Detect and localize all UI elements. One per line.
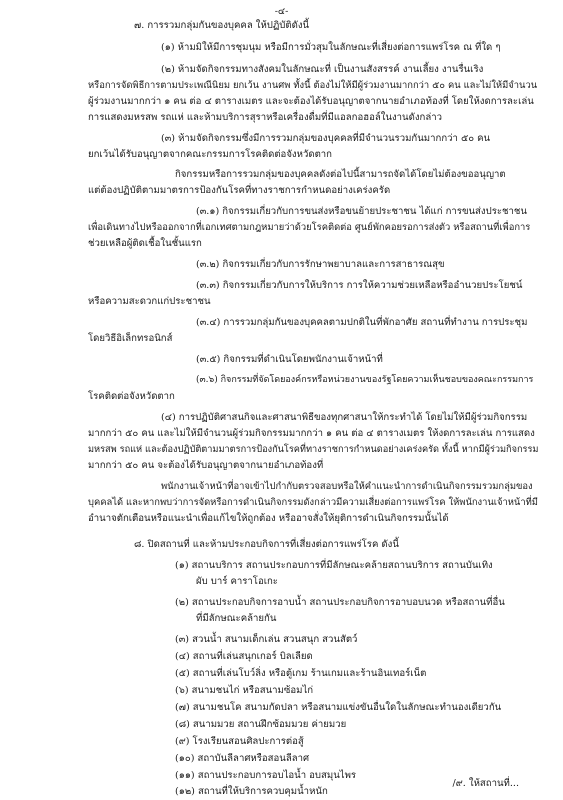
s7-item2-line1: (๒) ห้ามจัดกิจกรรมทางสังคมในลักษณะที่ เป็นงานสังสรรค์ งานเลี้ยง งานรื่นเริง [161, 64, 484, 75]
s7-sub31-line2: เพื่อเดินทางไปหรือออกจากที่เอกเทศตามกฎหมายว่าด้วยโรคติดต่อ ศูนย์พักคอยรอการส่งตัว หรือสถานที่เพื่อการ [88, 222, 531, 233]
s7-item4-line4: มากกว่า ๕๐ คน จะต้องได้รับอนุญาตจากนายอำเภอท้องที่ [88, 460, 324, 471]
s7-item4-line3: มหรสพ รถแห่ และต้องปฏิบัติตามมาตรการป้องกันโรคที่ทางราชการกำหนดอย่างเคร่งครัด ทั้งนี้ หากมีผู้ร่วมกิจกรรม [88, 444, 539, 455]
s7-closing-line3: อำนาจตักเตือนหรือแนะนำเพื่อแก้ไขให้ถูกต้อง หรืออาจสั่งให้ยุติการดำเนินกิจกรรมนั้นได้ [88, 513, 449, 524]
s8-item3: (๓) สวนน้ำ สนามเด็กเล่น สวนสนุก สวนสัตว์ [175, 634, 358, 645]
s8-item7: (๗) สนามชนโค สนามกัดปลา หรือสนามแข่งขันอื่นใดในลักษณะทำนองเดียวกัน [175, 702, 502, 713]
s7-item4-line1: (๔) การปฏิบัติศาสนกิจและศาสนาพิธีของทุกศาสนาให้กระทำได้ โดยไม่ให้มีผู้ร่วมกิจกรรม [161, 412, 528, 423]
section8-heading: ๘. ปิดสถานที่ และห้ามประกอบกิจการที่เสี่ยงต่อการแพร่โรค ดังนี้ [134, 539, 399, 550]
s7-sub36-line2: โรคติดต่อจังหวัดตาก [88, 391, 175, 402]
s7-item3-line3: กิจกรรมหรือการรวมกลุ่มของบุคคลดังต่อไปนี้สามารถจัดได้โดยไม่ต้องขออนุญาต [175, 169, 506, 180]
s7-item1: (๑) ห้ามมิให้มีการชุมนุม หรือมีการมั่วสุมในลักษณะที่เสี่ยงต่อการแพร่โรค ณ ที่ใด ๆ [161, 42, 501, 53]
s8-item6: (๖) สนามชนไก่ หรือสนามซ้อมไก่ [175, 685, 314, 696]
s7-item2-line4: การแสดงมหรสพ รถแห่ และห้ามบริการสุราหรือเครื่องดื่มที่มีแอลกอฮอล์ในงานดังกล่าว [88, 112, 442, 123]
s7-sub31-line3: ช่วยเหลือผู้ติดเชื้อในชั้นแรก [88, 238, 202, 249]
s7-item4-line2: มากกว่า ๕๐ คน และไม่ให้มีจำนวนผู้ร่วมกิจกรรมมากกว่า ๑ คน ต่อ ๔ ตารางเมตร ให้งดการละเล่น การแสดง [88, 428, 535, 439]
section7-heading: ๗. การรวมกลุ่มกันของบุคคล ให้ปฏิบัติดังนี้ [134, 20, 310, 31]
s7-sub31-line1: (๓.๑) กิจกรรมเกี่ยวกับการขนส่งหรือขนย้ายประชาชน ได้แก่ การขนส่งประชาชน [196, 206, 527, 217]
page-number: -๔- [274, 6, 289, 17]
s8-item12: (๑๒) สถานที่ให้บริการควบคุมน้ำหนัก [175, 786, 328, 797]
s8-item11: (๑๑) สถานประกอบการอบไอน้ำ อบสมุนไพร [175, 770, 357, 781]
s7-closing-line1: พนักงานเจ้าหน้าที่อาจเข้าไปกำกับตรวจสอบหรือให้คำแนะนำการดำเนินกิจกรรมรวมกลุ่มของ [161, 481, 533, 492]
s7-item3-line1: (๓) ห้ามจัดกิจกรรมซึ่งมีการรวมกลุ่มของบุคคลที่มีจำนวนรวมกันมากกว่า ๕๐ คน [161, 133, 491, 144]
s7-item2-line3: ผู้ร่วมงานมากกว่า ๑ คน ต่อ ๔ ตารางเมตร และจะต้องได้รับอนุญาตจากนายอำเภอท้องที่ โดยให้งดการละเล่น [88, 96, 534, 107]
s7-item3-line4: แต่ต้องปฏิบัติตามมาตรการป้องกันโรคที่ทางราชการกำหนดอย่างเคร่งครัด [88, 185, 391, 196]
s7-sub36-line1: (๓.๖) กิจกรรมที่จัดโดยองค์กรหรือหน่วยงานของรัฐโดยความเห็นชอบของคณะกรรมการ [196, 375, 534, 385]
s8-item10: (๑๐) สถาบันลีลาศหรือสอนลีลาศ [175, 753, 310, 764]
s7-sub35: (๓.๕) กิจกรรมที่ดำเนินโดยพนักงานเจ้าหน้าที่ [196, 354, 383, 365]
s7-closing-line2: บุคคลได้ และหากพบว่าการจัดหรือการดำเนินกิจกรรมดังกล่าวมีความเสี่ยงต่อการแพร่โรค ให้พนักงานเจ้าหน้าที่มี [88, 497, 538, 508]
s8-item8: (๘) สนามมวย สถานฝึกซ้อมมวย ค่ายมวย [175, 719, 347, 730]
s8-item9: (๙) โรงเรียนสอนศิลปะการต่อสู้ [175, 736, 304, 747]
s7-sub34-line2: โดยวิธีอิเล็กทรอนิกส์ [88, 333, 173, 344]
s7-sub32: (๓.๒) กิจกรรมเกี่ยวกับการรักษาพยาบาลและการสาธารณสุข [196, 259, 445, 270]
s7-sub34-line1: (๓.๔) การรวมกลุ่มกันของบุคคลตามปกติในที่พักอาศัย สถานที่ทำงาน การประชุม [196, 317, 528, 328]
s7-item2-line2: หรือการจัดพิธีการตามประเพณีนิยม ยกเว้น งานศพ ทั้งนี้ ต้องไม่ให้มีผู้ร่วมงานมากกว่า ๕๐ คน และไม่ให้มีจำนวน [88, 80, 538, 91]
s7-sub33-line1: (๓.๓) กิจกรรมเกี่ยวกับการให้บริการ การให้ความช่วยเหลือหรืออำนวยประโยชน์ [196, 280, 523, 291]
s8-item1-line2: ผับ บาร์ คาราโอเกะ [196, 576, 278, 587]
s8-item2-line2: ที่มีลักษณะคล้ายกัน [196, 613, 277, 624]
s8-item1-line1: (๑) สถานบริการ สถานประกอบการที่มีลักษณะคล้ายสถานบริการ สถานบันเทิง [175, 560, 493, 571]
s8-item2-line1: (๒) สถานประกอบกิจการอาบน้ำ สถานประกอบกิจการอาบอบนวด หรือสถานที่อื่น [175, 597, 505, 608]
s7-item3-line2: ยกเว้นได้รับอนุญาตจากคณะกรรมการโรคติดต่อจังหวัดตาก [88, 149, 332, 160]
s7-sub33-line2: หรือความสะดวกแก่ประชาชน [88, 296, 211, 307]
continuation-note: /๙. ให้สถานที่... [452, 778, 519, 789]
s8-item4: (๔) สถานที่เล่นสนุกเกอร์ บิลเลียด [175, 651, 313, 662]
s8-item5: (๕) สถานที่เล่นโบว์ลิ่ง หรือตู้เกม ร้านเกมและร้านอินเทอร์เน็ต [175, 668, 427, 679]
